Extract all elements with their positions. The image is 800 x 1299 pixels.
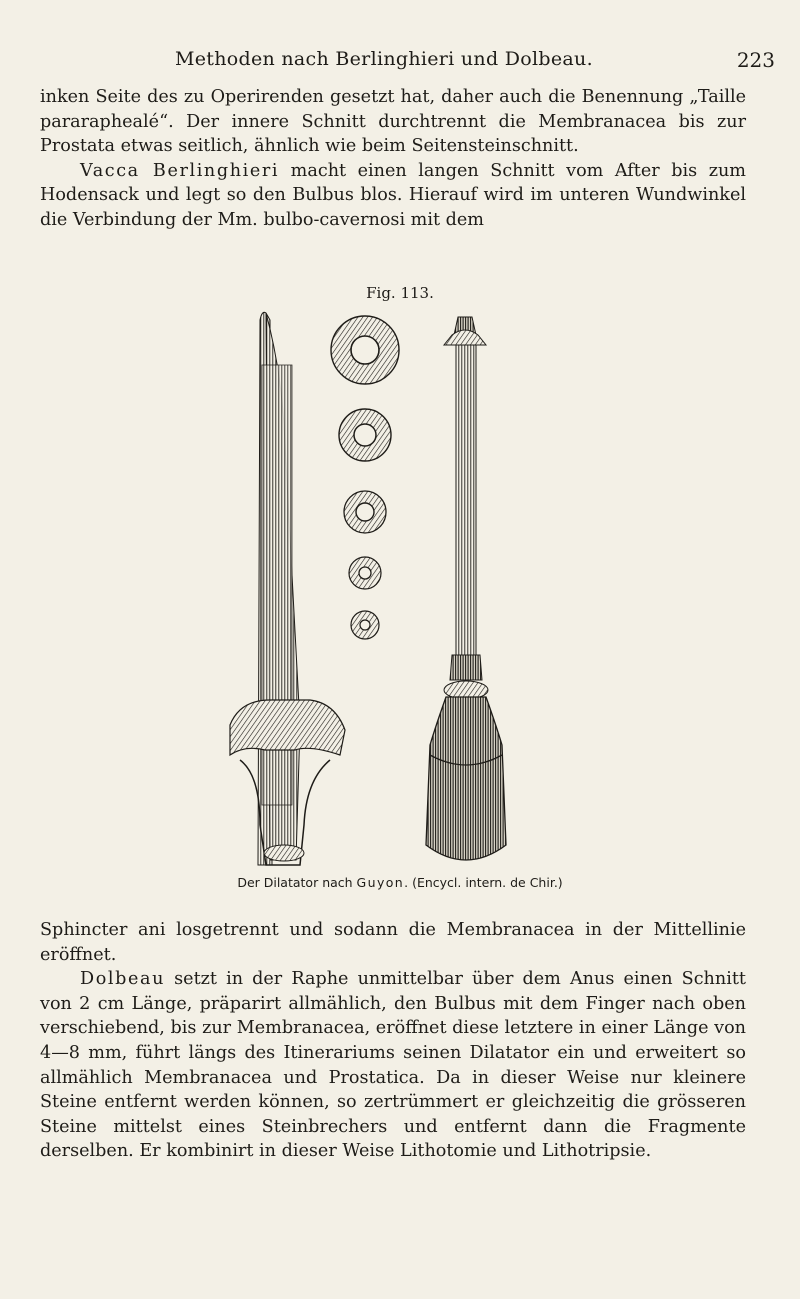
page-number: 223: [736, 48, 775, 72]
paragraph-vacca: [40, 159, 746, 233]
running-title: Methoden nach Berlinghieri und Dolbeau.: [175, 48, 593, 70]
bottom-text-block: [40, 918, 746, 1164]
paragraph-sphincter: Sphincter ani losgetrennt und sodann die Membranacea in der Mittellinie eröffnet.: [40, 920, 746, 965]
right-instrument: [426, 317, 506, 860]
caption-prefix: Der Dilatator nach: [237, 875, 357, 890]
author-name: Vacca Berlinghieri: [80, 160, 280, 181]
running-head: [40, 48, 775, 78]
caption-author: Guyon: [356, 875, 405, 890]
paragraph-text: macht einen langen Schnitt vom After bis zum Hodensack und legt so den Bulbus blos. Hierauf wird im unteren Wundwinkel die Verbindung der Mm. bulbo-cavernosi mit dem: [40, 160, 746, 230]
left-dilatator: [230, 312, 345, 865]
figure-caption: [0, 875, 800, 890]
paragraph-text: setzt in der Raphe unmittelbar über dem Anus einen Schnitt von 2 cm Länge, präparirt allmählich, den Bulbus mit dem Finger nach oben verschiebend, bis zur Membranacea, eröffnet diese letztere in einer Länge von 4—8 mm, führt längs des Itinerariums seinen Dilatator ein und erweitert so allmählich Membranacea und Prostatica. Da in dieser Weise nur kleinere Steine entfernt werden können, so zertrümmert er gleichzeitig die grösseren Steine mittelst eines Steinbrechers und entfernt dann die Fragmente derselben. Er kombinirt in dieser Weise Lithotomie und Lithotripsie.: [40, 969, 746, 1162]
author-name: Dolbeau: [80, 969, 166, 990]
figure-label: Fig. 113.: [366, 284, 434, 302]
dilator-rings: [331, 316, 399, 639]
caption-suffix: . (Encycl. intern. de Chir.): [404, 875, 563, 890]
paragraph-dolbeau: [40, 967, 746, 1164]
dilatator-illustration: [200, 305, 520, 870]
paragraph-continued: inken Seite des zu Operirenden gesetzt hat, daher auch die Benennung „Taille pararaphealé“. Der innere Schnitt durchtrennt die Membranacea bis zur Prostata etwas seitlich, ähnlich wie beim Seitensteinschnitt.: [40, 87, 746, 157]
top-text-block: [40, 85, 746, 233]
